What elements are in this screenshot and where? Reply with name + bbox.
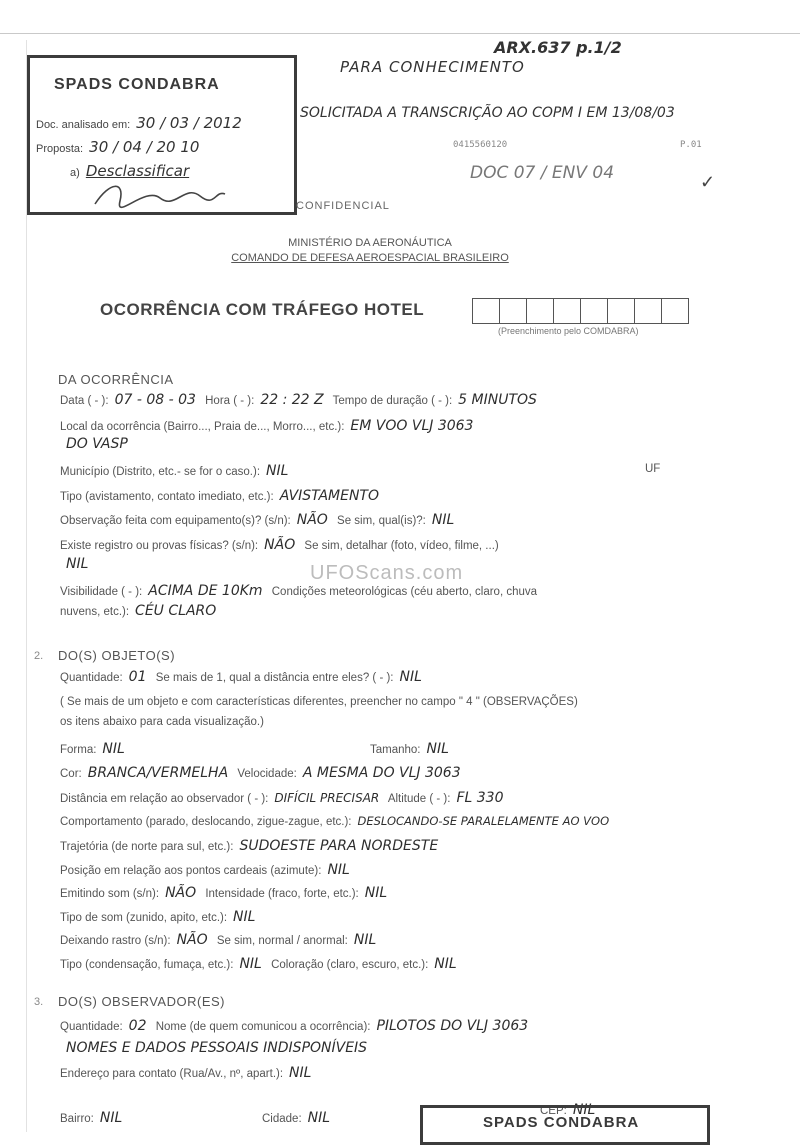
registro-detail-label: Se sim, detalhar (foto, vídeo, filme, ...) (304, 540, 499, 552)
number-box (526, 298, 554, 324)
distancia-value: DIFÍCIL PRECISAR (274, 791, 380, 805)
field-endereco (60, 1065, 317, 1081)
registro-label: Existe registro ou provas físicas? (s/n): (60, 540, 259, 552)
field-trajetoria (60, 838, 444, 854)
number-box (580, 298, 608, 324)
field-obj-note-2 (60, 716, 264, 728)
stamp-proposta-value: 30 / 04 / 20 10 (89, 138, 200, 156)
obj-qtd-label: Quantidade: (60, 672, 123, 684)
fax-page: P.01 (680, 140, 702, 150)
archive-ref: ARX.637 p.1/2 (494, 38, 622, 57)
data-label: Data ( - ): (60, 395, 109, 407)
field-meteo-cont (60, 603, 222, 619)
tipo-som-value: NIL (233, 909, 256, 925)
endereco-value: NIL (289, 1065, 312, 1081)
rastro-desc-value: NIL (239, 956, 262, 972)
fax-number: 0415560120 (453, 140, 508, 150)
cor-label: Cor: (60, 768, 82, 780)
handwritten-note-2: SOLICITADA A TRANSCRIÇÃO AO COPM I EM 13/08/03 (300, 105, 675, 121)
duracao-label: Tempo de duração ( - ): (332, 395, 453, 407)
field-municipio (60, 463, 294, 479)
forma-label: Forma: (60, 744, 97, 756)
distancia-label: Distância em relação ao observador ( - ): (60, 793, 269, 805)
field-obj-note-1 (60, 696, 578, 708)
visib-label: Visibilidade ( - ): (60, 586, 143, 598)
field-distancia-altitude (60, 790, 510, 806)
duracao-value: 5 MINUTOS (458, 392, 537, 408)
cidade-label: Cidade: (262, 1113, 302, 1125)
equip-label: Observação feita com equipamento(s)? (s/n): (60, 515, 291, 527)
form-number-boxes (473, 298, 689, 324)
number-box (553, 298, 581, 324)
endereco-label: Endereço para contato (Rua/Av., nº, apart.): (60, 1068, 284, 1080)
field-rastro-tipo (60, 956, 463, 972)
obj-note-1: ( Se mais de um objeto e com características diferentes, preencher no campo " 4 " (OBSERVAÇÕES) (60, 696, 578, 708)
obj-dist-value: NIL (399, 669, 422, 685)
number-box (607, 298, 635, 324)
comportamento-value: DESLOCANDO-SE PARALELAMENTE AO VOO (357, 814, 610, 828)
rastro-label: Deixando rastro (s/n): (60, 935, 171, 947)
command-name: COMANDO DE DEFESA AEROESPACIAL BRASILEIRO (231, 252, 509, 264)
bottom-stamp-title: SPADS CONDABRA (483, 1114, 640, 1131)
municipio-value: NIL (266, 463, 289, 479)
field-registro-cont (60, 556, 94, 572)
number-box (634, 298, 662, 324)
comportamento-label: Comportamento (parado, deslocando, zigue-zague, etc.): (60, 816, 352, 828)
hora-label: Hora ( - ): (205, 395, 255, 407)
obs-nome-value: PILOTOS DO VLJ 3063 (376, 1018, 529, 1034)
field-visibilidade (60, 583, 537, 599)
local-label: Local da ocorrência (Bairro..., Praia de..., Morro..., etc.): (60, 421, 345, 433)
obs-nome-label: Nome (de quem comunicou a ocorrência): (155, 1021, 371, 1033)
section-2-title: DO(S) OBJETO(S) (58, 648, 176, 663)
equip-qual-label: Se sim, qual(is)?: (337, 515, 426, 527)
field-tipo-som (60, 909, 261, 925)
section-2-number: 2. (34, 650, 44, 662)
equip-value: NÃO (296, 512, 328, 528)
meteo-label: Condições meteorológicas (céu aberto, claro, chuva (271, 586, 538, 598)
tipo-label: Tipo (avistamento, contato imediato, etc.): (60, 491, 274, 503)
number-box (661, 298, 689, 324)
field-local (60, 418, 479, 434)
uf-label: UF (645, 463, 661, 475)
field-tipo (60, 488, 385, 504)
velocidade-label: Velocidade: (237, 768, 297, 780)
obs-qtd-value: 02 (128, 1018, 147, 1034)
obs-qtd-label: Quantidade: (60, 1021, 123, 1033)
field-obs-quantidade (60, 1018, 534, 1034)
coloracao-label: Coloração (claro, escuro, etc.): (271, 959, 429, 971)
equip-qual-value: NIL (431, 512, 455, 528)
obj-qtd-value: 01 (128, 669, 147, 685)
data-value: 07 - 08 - 03 (114, 392, 196, 408)
field-equipamento (60, 512, 460, 528)
velocidade-value: A MESMA DO VLJ 3063 (302, 765, 461, 781)
field-bairro (60, 1110, 128, 1126)
posicao-value: NIL (327, 862, 350, 878)
forma-value: NIL (102, 741, 125, 757)
stamp-doc-value: 30 / 03 / 2012 (136, 114, 242, 132)
watermark: UFOScans.com (310, 562, 464, 584)
municipio-label: Município (Distrito, etc.- se for o caso.): (60, 466, 261, 478)
confidential-label: CONFIDENCIAL (296, 200, 390, 212)
hora-value: 22 : 22 Z (260, 392, 324, 408)
field-data-hora (60, 392, 543, 408)
field-cor-velocidade (60, 765, 467, 781)
tamanho-value: NIL (426, 741, 449, 757)
field-local-cont (60, 436, 134, 452)
rastro-value: NÃO (176, 932, 208, 948)
page-edge-top (0, 33, 800, 34)
obs-nome-value-2: NOMES E DADOS PESSOAIS INDISPONÍVEIS (66, 1040, 368, 1056)
cep-label: CEP: (540, 1105, 567, 1117)
ministry-name: MINISTÉRIO DA AERONÁUTICA (288, 237, 452, 249)
registro-detail-value: NIL (66, 556, 89, 572)
field-uf (645, 463, 660, 475)
som-label: Emitindo som (s/n): (60, 888, 160, 900)
field-som (60, 885, 393, 901)
meteo-value: CÉU CLARO (135, 603, 217, 619)
rastro-tipo-label: Se sim, normal / anormal: (216, 935, 348, 947)
altitude-value: FL 330 (456, 790, 504, 806)
analysis-stamp (27, 55, 297, 215)
form-title: OCORRÊNCIA COM TRÁFEGO HOTEL (100, 300, 425, 319)
intensidade-label: Intensidade (fraco, forte, etc.): (205, 888, 359, 900)
field-obs-nome-cont (60, 1040, 373, 1056)
boxes-note: (Preenchimento pelo COMDABRA) (498, 326, 639, 336)
cep-value: NIL (572, 1102, 596, 1118)
posicao-label: Posição em relação aos pontos cardeais (azimute): (60, 865, 322, 877)
tamanho-label: Tamanho: (370, 744, 421, 756)
cor-value: BRANCA/VERMELHA (87, 765, 229, 781)
stamp-sign-label: a) (70, 167, 80, 179)
registro-value: NÃO (264, 537, 296, 553)
local-value: EM VOO VLJ 3063 (350, 418, 474, 434)
field-posicao (60, 862, 356, 878)
section-1-title: DA OCORRÊNCIA (58, 372, 174, 387)
check-mark-icon: ✓ (700, 172, 716, 192)
rastro-desc-label: Tipo (condensação, fumaça, etc.): (60, 959, 234, 971)
number-box (472, 298, 500, 324)
number-box (499, 298, 527, 324)
doc-ref: DOC 07 / ENV 04 (470, 163, 615, 183)
rastro-tipo-value: NIL (353, 932, 377, 948)
field-tamanho (370, 741, 455, 757)
section-3-title: DO(S) OBSERVADOR(ES) (58, 994, 225, 1009)
bottom-stamp (420, 1105, 710, 1145)
tipo-value: AVISTAMENTO (279, 488, 379, 504)
field-registro (60, 537, 499, 553)
intensidade-value: NIL (364, 885, 388, 901)
altitude-label: Altitude ( - ): (387, 793, 451, 805)
stamp-proposta-label: Proposta: (36, 143, 84, 155)
field-rastro (60, 932, 382, 948)
signature-scribble (90, 176, 230, 210)
trajetoria-value: SUDOESTE PARA NORDESTE (239, 838, 439, 854)
stamp-title: SPADS CONDABRA (54, 76, 220, 93)
bairro-label: Bairro: (60, 1113, 94, 1125)
handwritten-note-1: PARA CONHECIMENTO (340, 58, 525, 76)
cidade-value: NIL (307, 1110, 331, 1126)
bairro-value: NIL (99, 1110, 123, 1126)
obj-dist-label: Se mais de 1, qual a distância entre eles? ( - ): (155, 672, 394, 684)
stamp-proposta (36, 138, 199, 156)
trajetoria-label: Trajetória (de norte para sul, etc.): (60, 841, 234, 853)
field-obj-quantidade (60, 669, 428, 685)
tipo-som-label: Tipo de som (zunido, apito, etc.): (60, 912, 228, 924)
field-forma (60, 741, 131, 757)
obj-note-2: os itens abaixo para cada visualização.) (60, 716, 264, 728)
section-3-number: 3. (34, 996, 44, 1008)
field-cidade (262, 1110, 336, 1126)
stamp-doc-analisado (36, 114, 242, 132)
local-value-2: DO VASP (66, 436, 128, 452)
stamp-doc-label: Doc. analisado em: (36, 119, 131, 131)
field-comportamento (60, 814, 615, 828)
visib-value: ACIMA DE 10Km (148, 583, 263, 599)
stamp-sign-value: Desclassificar (85, 162, 190, 180)
coloracao-value: NIL (434, 956, 457, 972)
som-value: NÃO (165, 885, 197, 901)
meteo-label-2: nuvens, etc.): (60, 606, 130, 618)
